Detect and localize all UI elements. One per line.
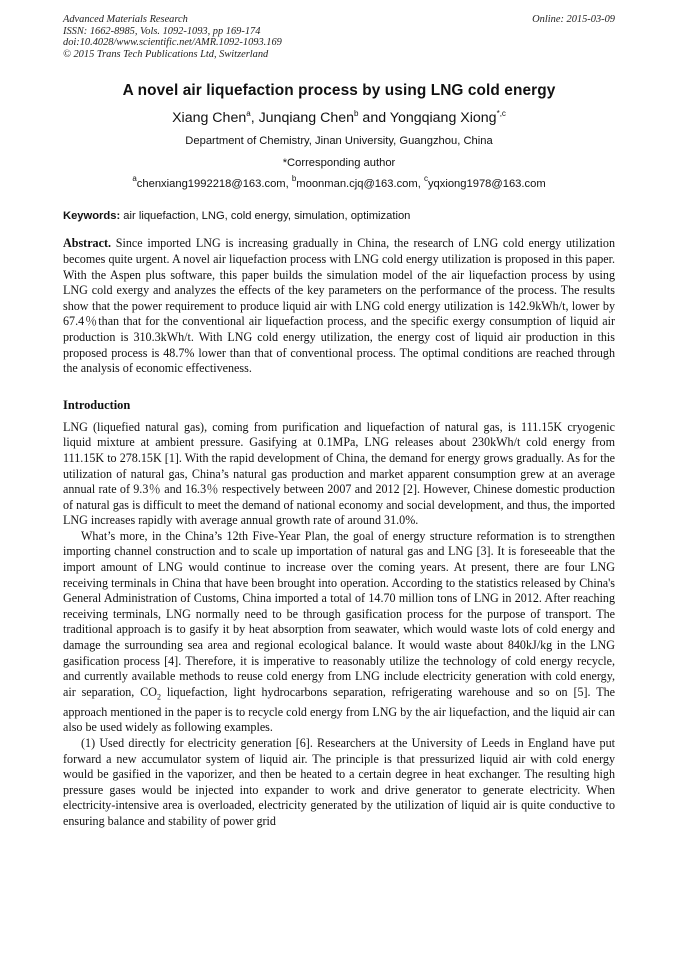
author-separator: , <box>250 110 259 127</box>
paper-page <box>63 14 615 830</box>
email-link[interactable]: yqxiong1978@163.com <box>427 178 546 191</box>
abstract-label: Abstract. <box>63 236 112 251</box>
issn-line: ISSN: 1662-8985, Vols. 1092-1093, pp 169-174 <box>63 25 261 37</box>
corresponding-note: *Corresponding author <box>282 157 396 170</box>
email-superscript: c <box>423 174 428 184</box>
email-superscript: b <box>291 174 297 184</box>
journal-name: Advanced Materials Research <box>63 14 188 25</box>
keywords-label: Keywords: <box>63 210 121 223</box>
author-superscript: a <box>246 109 251 119</box>
doi-line[interactable]: doi:10.4028/www.scientific.net/AMR.1092-1093.169 <box>63 37 282 49</box>
author-name: Junqiang Chen <box>258 110 355 127</box>
co2-subscript: 2 <box>156 692 161 702</box>
affiliation: Department of Chemistry, Jinan University, Guangzhou, China <box>185 135 493 148</box>
author-list <box>63 110 615 126</box>
intro-paragraph-2 <box>63 529 615 736</box>
email-link[interactable]: moonman.cjq@163.com, <box>296 178 424 191</box>
author-name: Xiang Chen <box>172 110 247 127</box>
author-separator: and <box>358 110 390 127</box>
keywords-text: air liquefaction, LNG, cold energy, simulation, optimization <box>120 210 411 223</box>
paper-title: A novel air liquefaction process by using LNG cold energy <box>122 82 556 100</box>
author-superscript: *,c <box>496 109 506 119</box>
author-superscript: b <box>354 109 359 119</box>
journal-header <box>63 14 615 60</box>
abstract <box>63 236 615 376</box>
keywords <box>63 210 615 222</box>
intro-paragraph-3: (1) Used directly for electricity generation [6]. Researchers at the University of Leeds in England have put forward a new accumulator system of liquid air. The principle is that pressurized liquid air with cold energy would be gasified in the vaporizer, and then be heated to a certain degree in heat exchanger. The resulting high pressure gases would be injected into expander to work and drive generator to generate electricity. When electricity-intensive area is overloaded, electricity generated by the utilization of liquid air is quite conductive to ensuring balance and stability of power grid <box>63 736 615 828</box>
email-superscript: a <box>132 174 137 184</box>
intro-paragraph-2-part-b: liquefaction, light hydrocarbons separation, refrigerating warehouse and so on [5]. The approach mentioned in the paper is to recycle cold energy from LNG by the air liquefaction, and the liquid air can also be used widely as following examples. <box>63 684 616 735</box>
email-list <box>63 174 615 191</box>
abstract-text: Since imported LNG is increasing gradually in China, the research of LNG cold energy utilization becomes quite urgent. A novel air liquefaction process with LNG cold energy utilization is proposed in this paper. With the Aspen plus software, this paper builds the simulation model of the air liquefaction process by using LNG cold exergy and analyzes the effects of the key parameters on the performance of the process. The results show that the power requirement to produce liquid air with LNG cold energy utilization is 142.9kWh/t, lower by 67.4％than that for the conventional air liquefaction process, and the specific exergy consumption of liquid air production is 310.3kWh/t. With LNG cold energy utilization, the energy cost of liquid air production in this proposed process is 48.7% lower than that of conventional process. The optimal conditions are reached through the analysis of economic effectiveness. <box>63 236 615 376</box>
intro-paragraph-1: LNG (liquefied natural gas), coming from purification and liquefaction of natural gas, is 111.15K cryogenic liquid mixture at ambient pressure. Gasifying at 0.1MPa, LNG releases about 230kWh/t cold energy from 111.15K to 278.15K [1]. With the rapid development of China, the demand for energy grows gradually. As for the utilization of natural gas, China’s natural gas production and market apparent consumption grew at an average annual rate of 9.3％ and 16.3％ respectively between 2007 and 2012 [2]. However, Chinese domestic production of natural gas is difficult to meet the demand of national economy and social development, and thus, the imported LNG increases rapidly with average annual growth rate of around 31.0%. <box>63 419 615 528</box>
online-date: Online: 2015-03-09 <box>532 14 615 25</box>
section-heading-introduction: Introduction <box>63 397 131 412</box>
author-name: Yongqiang Xiong <box>389 110 497 127</box>
copyright-line: © 2015 Trans Tech Publications Ltd, Switzerland <box>63 48 269 60</box>
intro-paragraph-2-part-a: What’s more, in the China’s 12th Five-Year Plan, the goal of energy structure reformation is to strengthen importing channel construction and to scale up importation of natural gas and LNG [3]. It is foreseeable that the import amount of LNG would continue to increase over the coming years. At present, there are four LNG receiving terminals in China that have been brought into operation. According to the statistics released by China's General Administration of Customs, China imported a total of 14.70 million tons of LNG in 2012. After reaching receiving terminals, LNG normally need to be through gasification process for the purpose of transport. The traditional approach is to gasify it by heat absorption from seawater, which would waste lots of cold energy and damage the surrounding sea area and regional ecological balance. It would waste about 840kJ/kg in the LNG gasification process [4]. Therefore, it is imperative to reasonably utilize the technology of cold energy recycle, and currently available methods to reuse cold energy from LNG include electricity generation with cold energy, air separation, CO <box>63 528 615 699</box>
email-link[interactable]: chenxiang1992218@163.com, <box>136 178 292 191</box>
